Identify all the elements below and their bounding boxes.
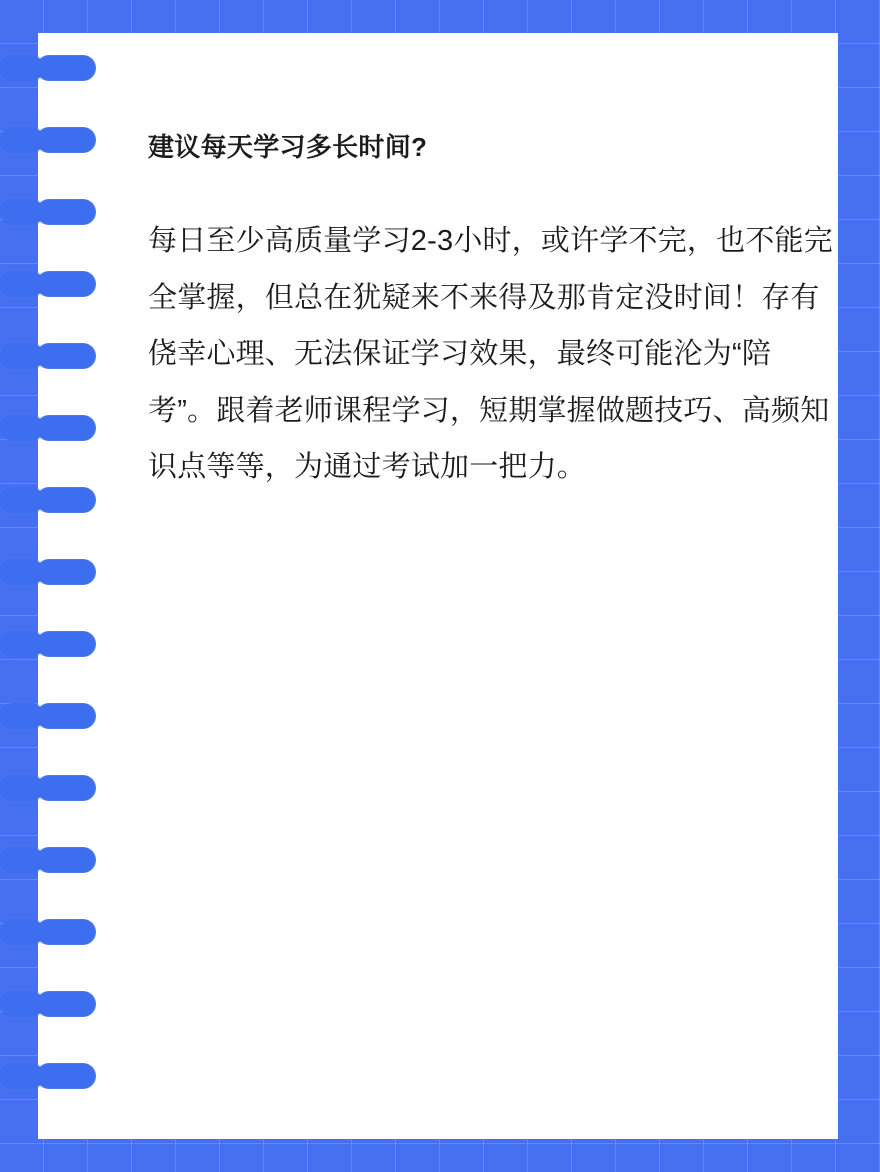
note-card	[38, 33, 838, 1139]
note-content	[148, 128, 838, 496]
note-body-text: 每日至少高质量学习2-3小时，或许学不完，也不能完全掌握，但总在犹疑来不来得及那肯定没时间！存有侥幸心理、无法保证学习效果，最终可能沦为“陪考”。跟着老师课程学习，短期掌握做题技巧、高频知识点等等，为通过考试加一把力。	[148, 225, 833, 484]
page-title: 建议每天学习多长时间?	[148, 132, 428, 162]
